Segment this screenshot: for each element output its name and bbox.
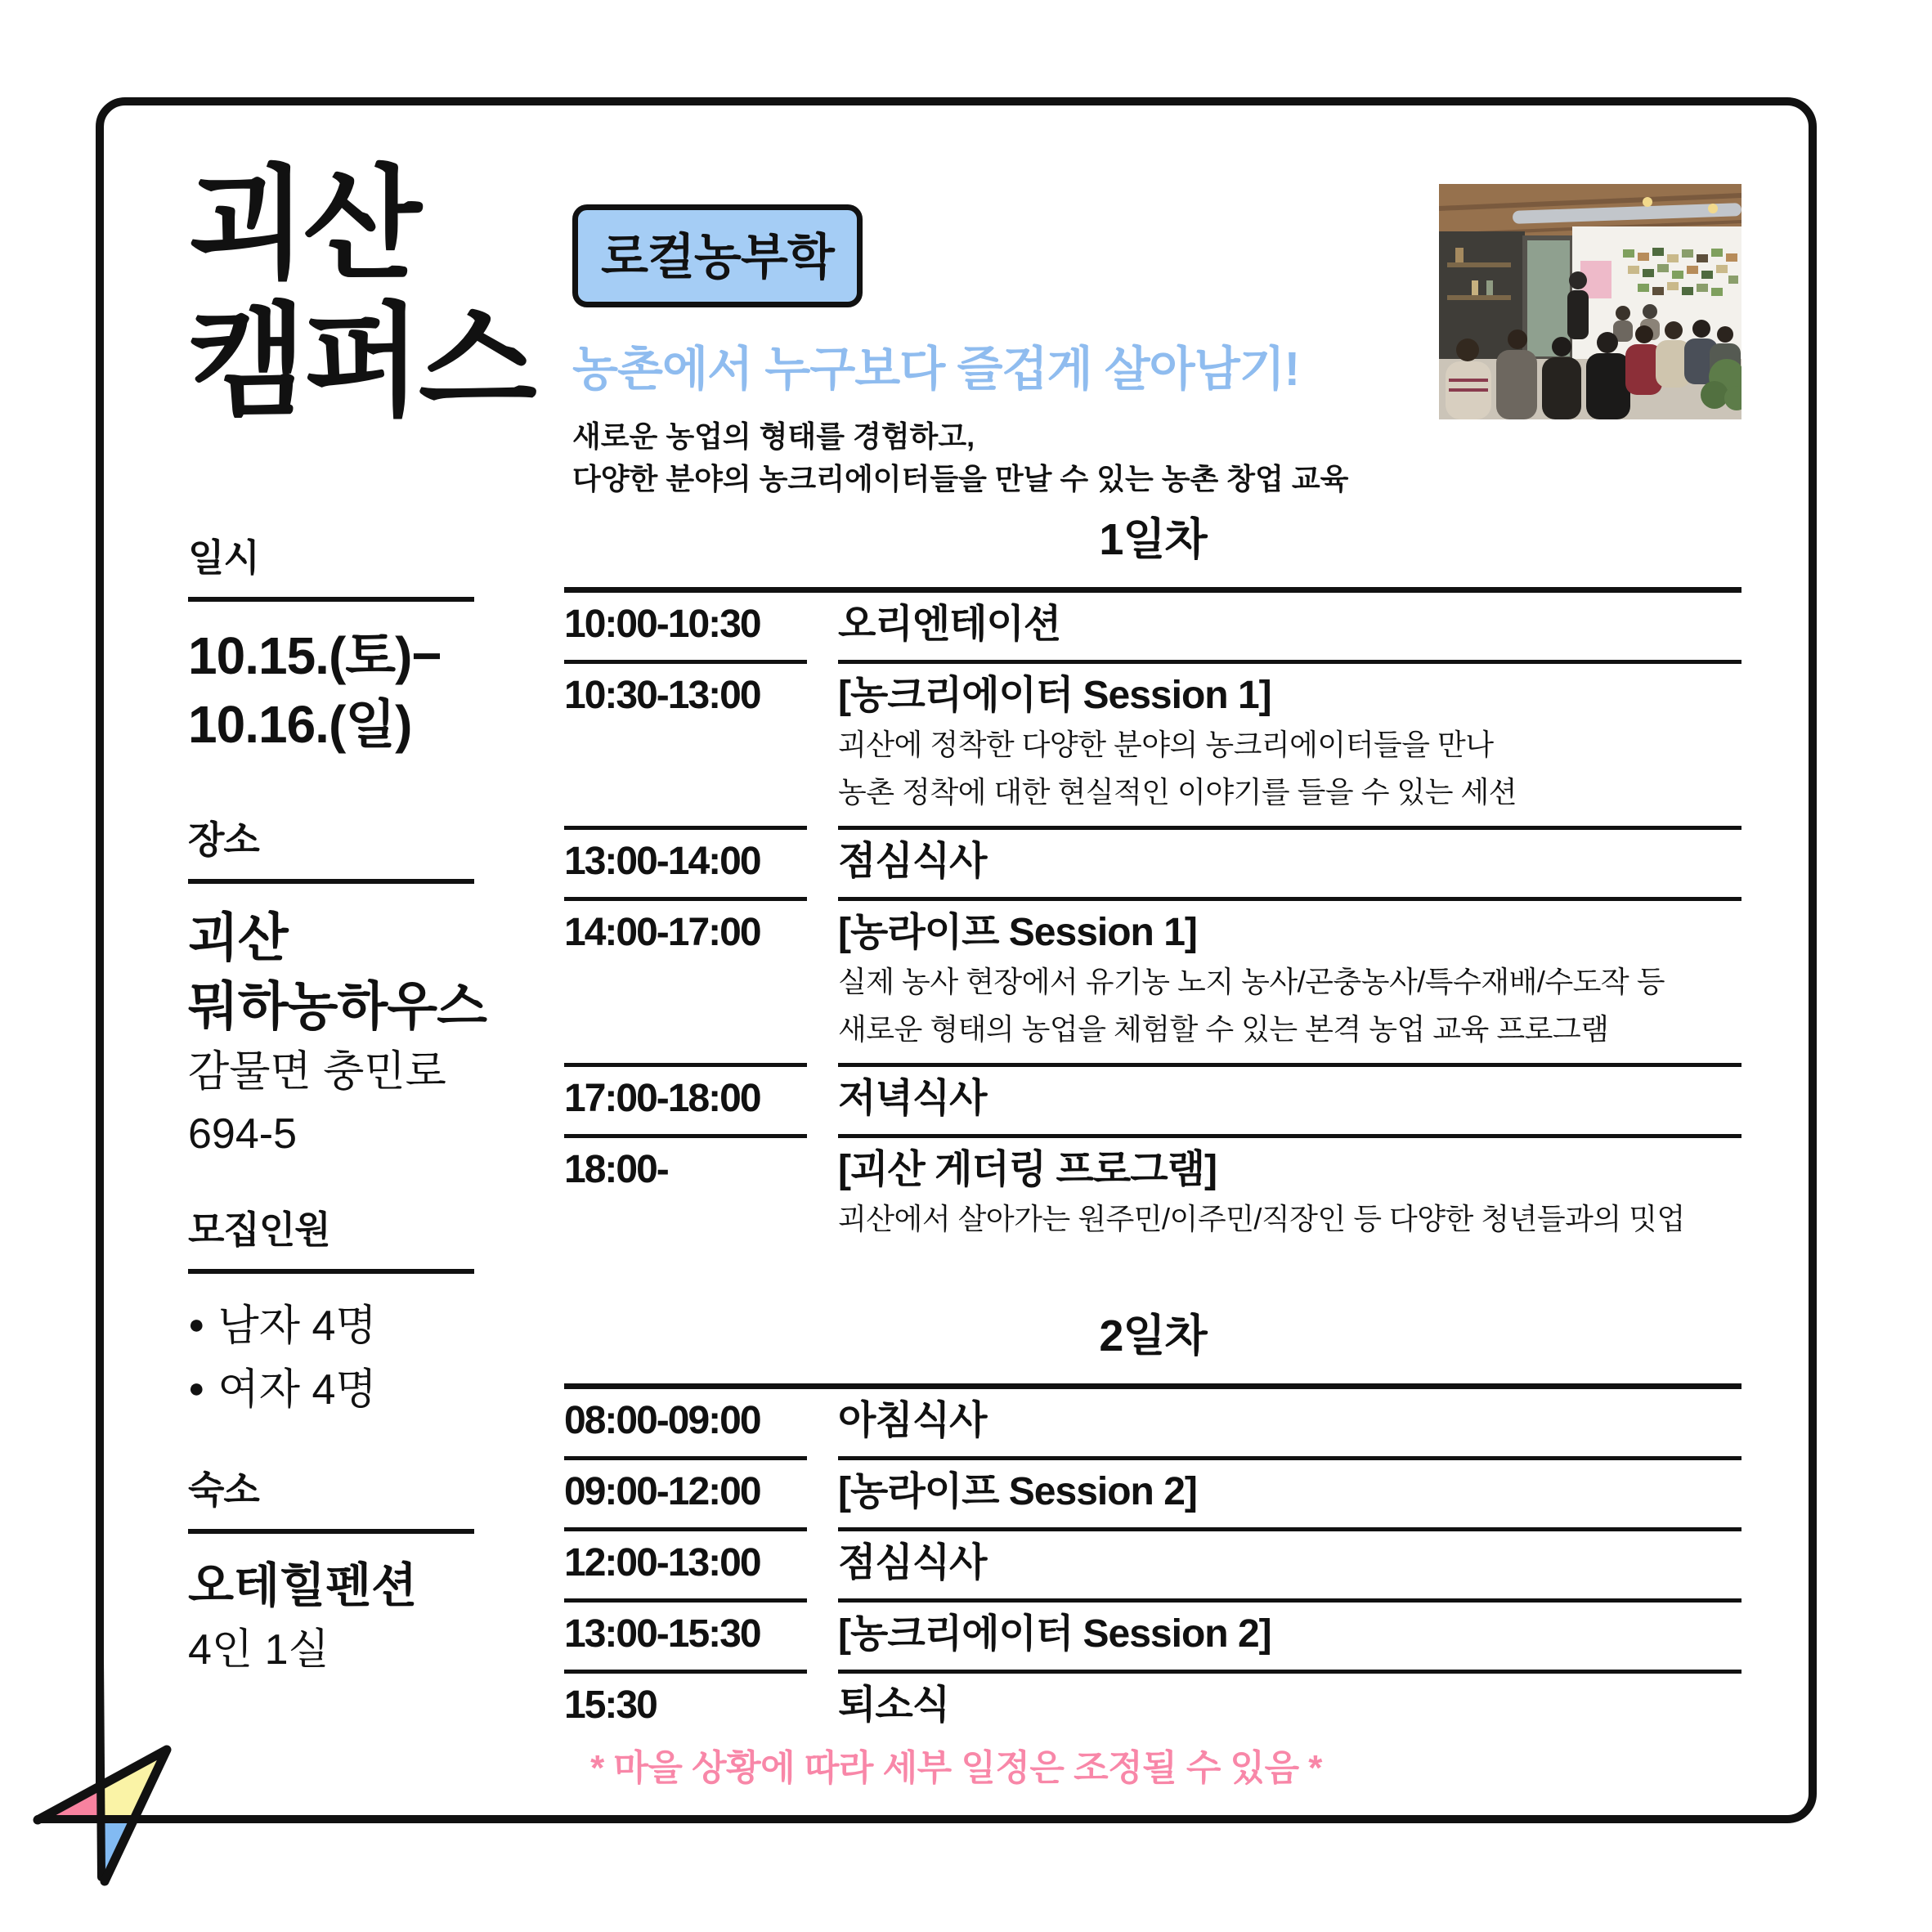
paper-plane-icon [16, 1660, 262, 1932]
row-title: 오리엔테이션 [838, 603, 1061, 646]
day-table [564, 1383, 1741, 1741]
row-content [838, 664, 1741, 830]
section-line: 694-5 [188, 1110, 297, 1158]
info-section-숙소 [188, 1460, 474, 1681]
schedule-day-1 [564, 513, 1741, 1253]
row-content [838, 1389, 1741, 1460]
section-line: ● 여자 4명 [188, 1357, 474, 1421]
row-title: 아침식사 [838, 1399, 987, 1442]
row-title: [괴산 게더링 프로그램] [838, 1148, 1217, 1191]
event-photo [1439, 184, 1741, 419]
section-heading: 숙소 [188, 1468, 259, 1511]
schedule-row [564, 1674, 1741, 1741]
row-time: 12:00-13:00 [564, 1531, 807, 1603]
row-description-line: 괴산에 정착한 다양한 분야의 농크리에이터들을 만나 [838, 728, 1494, 761]
day-title: 2일차 [1099, 1311, 1207, 1360]
schedule-row [564, 1138, 1741, 1253]
section-heading: 일시 [188, 536, 259, 579]
row-time: 18:00- [564, 1148, 668, 1191]
section-line: 감물면 충민로 [188, 1048, 446, 1096]
row-title: [농크리에이터 Session 1] [838, 674, 1271, 717]
section-body [188, 621, 474, 759]
row-time: 13:00-15:30 [564, 1603, 807, 1674]
row-content [838, 593, 1741, 664]
row-time: 14:00-17:00 [564, 901, 807, 1067]
day-table [564, 587, 1741, 1253]
schedule-row [564, 1603, 1741, 1674]
row-title: [농라이프 Session 1] [838, 911, 1197, 954]
section-line: 4인 1실 [188, 1626, 329, 1674]
schedule-row [564, 901, 1741, 1067]
hero-section [572, 204, 1439, 500]
row-content [838, 901, 1741, 1067]
section-line: 뭐하농하우스 [188, 977, 486, 1036]
row-content [838, 1067, 1741, 1138]
row-description-line: 새로운 형태의 농업을 체험할 수 있는 본격 농업 교육 프로그램 [838, 1012, 1609, 1046]
schedule-row [564, 1067, 1741, 1138]
row-title: 저녁식사 [838, 1077, 987, 1120]
bullet-icon: ● [188, 1373, 205, 1404]
row-description-line: 실제 농사 현장에서 유기농 노지 농사/곤충농사/특수재배/수도작 등 [838, 965, 1665, 998]
section-body [188, 903, 486, 1165]
section-body [188, 1293, 474, 1421]
footnote: * 마을 상황에 따라 세부 일정은 조정될 수 있음 * [590, 1748, 1322, 1788]
page-title-line: 괴산 [188, 155, 419, 293]
section-heading: 장소 [188, 818, 259, 861]
section-line: 10.16.(일) [188, 695, 412, 754]
row-time: 09:00-12:00 [564, 1460, 807, 1531]
section-underline [188, 1529, 474, 1534]
schedule-row [564, 1531, 1741, 1603]
section-line: 오테힐펜션 [188, 1559, 418, 1612]
row-time: 10:00-10:30 [564, 593, 807, 664]
page-title [188, 155, 534, 430]
section-line: ● 남자 4명 [188, 1293, 474, 1357]
hero-headline: 농촌에서 누구보다 즐겁게 살아남기! [572, 343, 1300, 396]
section-line: 괴산 [188, 908, 288, 967]
section-underline [188, 879, 474, 884]
row-description-line: 괴산에서 살아가는 원주민/이주민/직장인 등 다양한 청년들과의 밋업 [838, 1202, 1685, 1235]
schedule-day-2 [564, 1310, 1741, 1741]
row-title: 점심식사 [838, 1541, 987, 1585]
schedule-row [564, 593, 1741, 664]
program-badge: 로컬농부학 [572, 204, 863, 307]
row-time: 13:00-14:00 [564, 830, 807, 901]
row-title: [농크리에이터 Session 2] [838, 1612, 1271, 1656]
schedule [564, 513, 1741, 1741]
page-title-line: 캠퍼스 [188, 293, 534, 430]
row-content [838, 1138, 1741, 1253]
schedule-row [564, 1460, 1741, 1531]
row-time: 15:30 [564, 1683, 657, 1727]
row-title: [농라이프 Session 2] [838, 1470, 1197, 1513]
day-title: 1일차 [1099, 515, 1207, 564]
hero-description-line: 다양한 분야의 농크리에이터들을 만날 수 있는 농촌 창업 교육 [572, 462, 1349, 496]
row-title: 점심식사 [838, 840, 987, 883]
event-photo-illustration [1439, 184, 1741, 419]
hero-description-line: 새로운 농업의 형태를 경험하고, [572, 419, 975, 453]
row-time: 10:30-13:00 [564, 664, 807, 830]
row-content [838, 1674, 1741, 1741]
schedule-row [564, 664, 1741, 830]
section-line: 10.15.(토)− [188, 626, 442, 685]
info-section-장소 [188, 810, 486, 1165]
schedule-row [564, 830, 1741, 901]
row-content [838, 1460, 1741, 1531]
row-content [838, 830, 1741, 901]
row-title: 퇴소식 [838, 1683, 950, 1727]
row-content [838, 1603, 1741, 1674]
row-content [838, 1531, 1741, 1603]
section-underline [188, 597, 474, 602]
schedule-row [564, 1389, 1741, 1460]
row-time: 17:00-18:00 [564, 1067, 807, 1138]
row-time: 08:00-09:00 [564, 1389, 807, 1460]
info-section-일시 [188, 528, 474, 759]
bullet-icon: ● [188, 1309, 205, 1340]
info-section-모집인원 [188, 1200, 474, 1421]
section-heading: 모집인원 [188, 1208, 330, 1251]
row-description-line: 농촌 정착에 대한 현실적인 이야기를 들을 수 있는 세션 [838, 775, 1517, 809]
section-underline [188, 1269, 474, 1274]
hero-description [572, 415, 1439, 500]
